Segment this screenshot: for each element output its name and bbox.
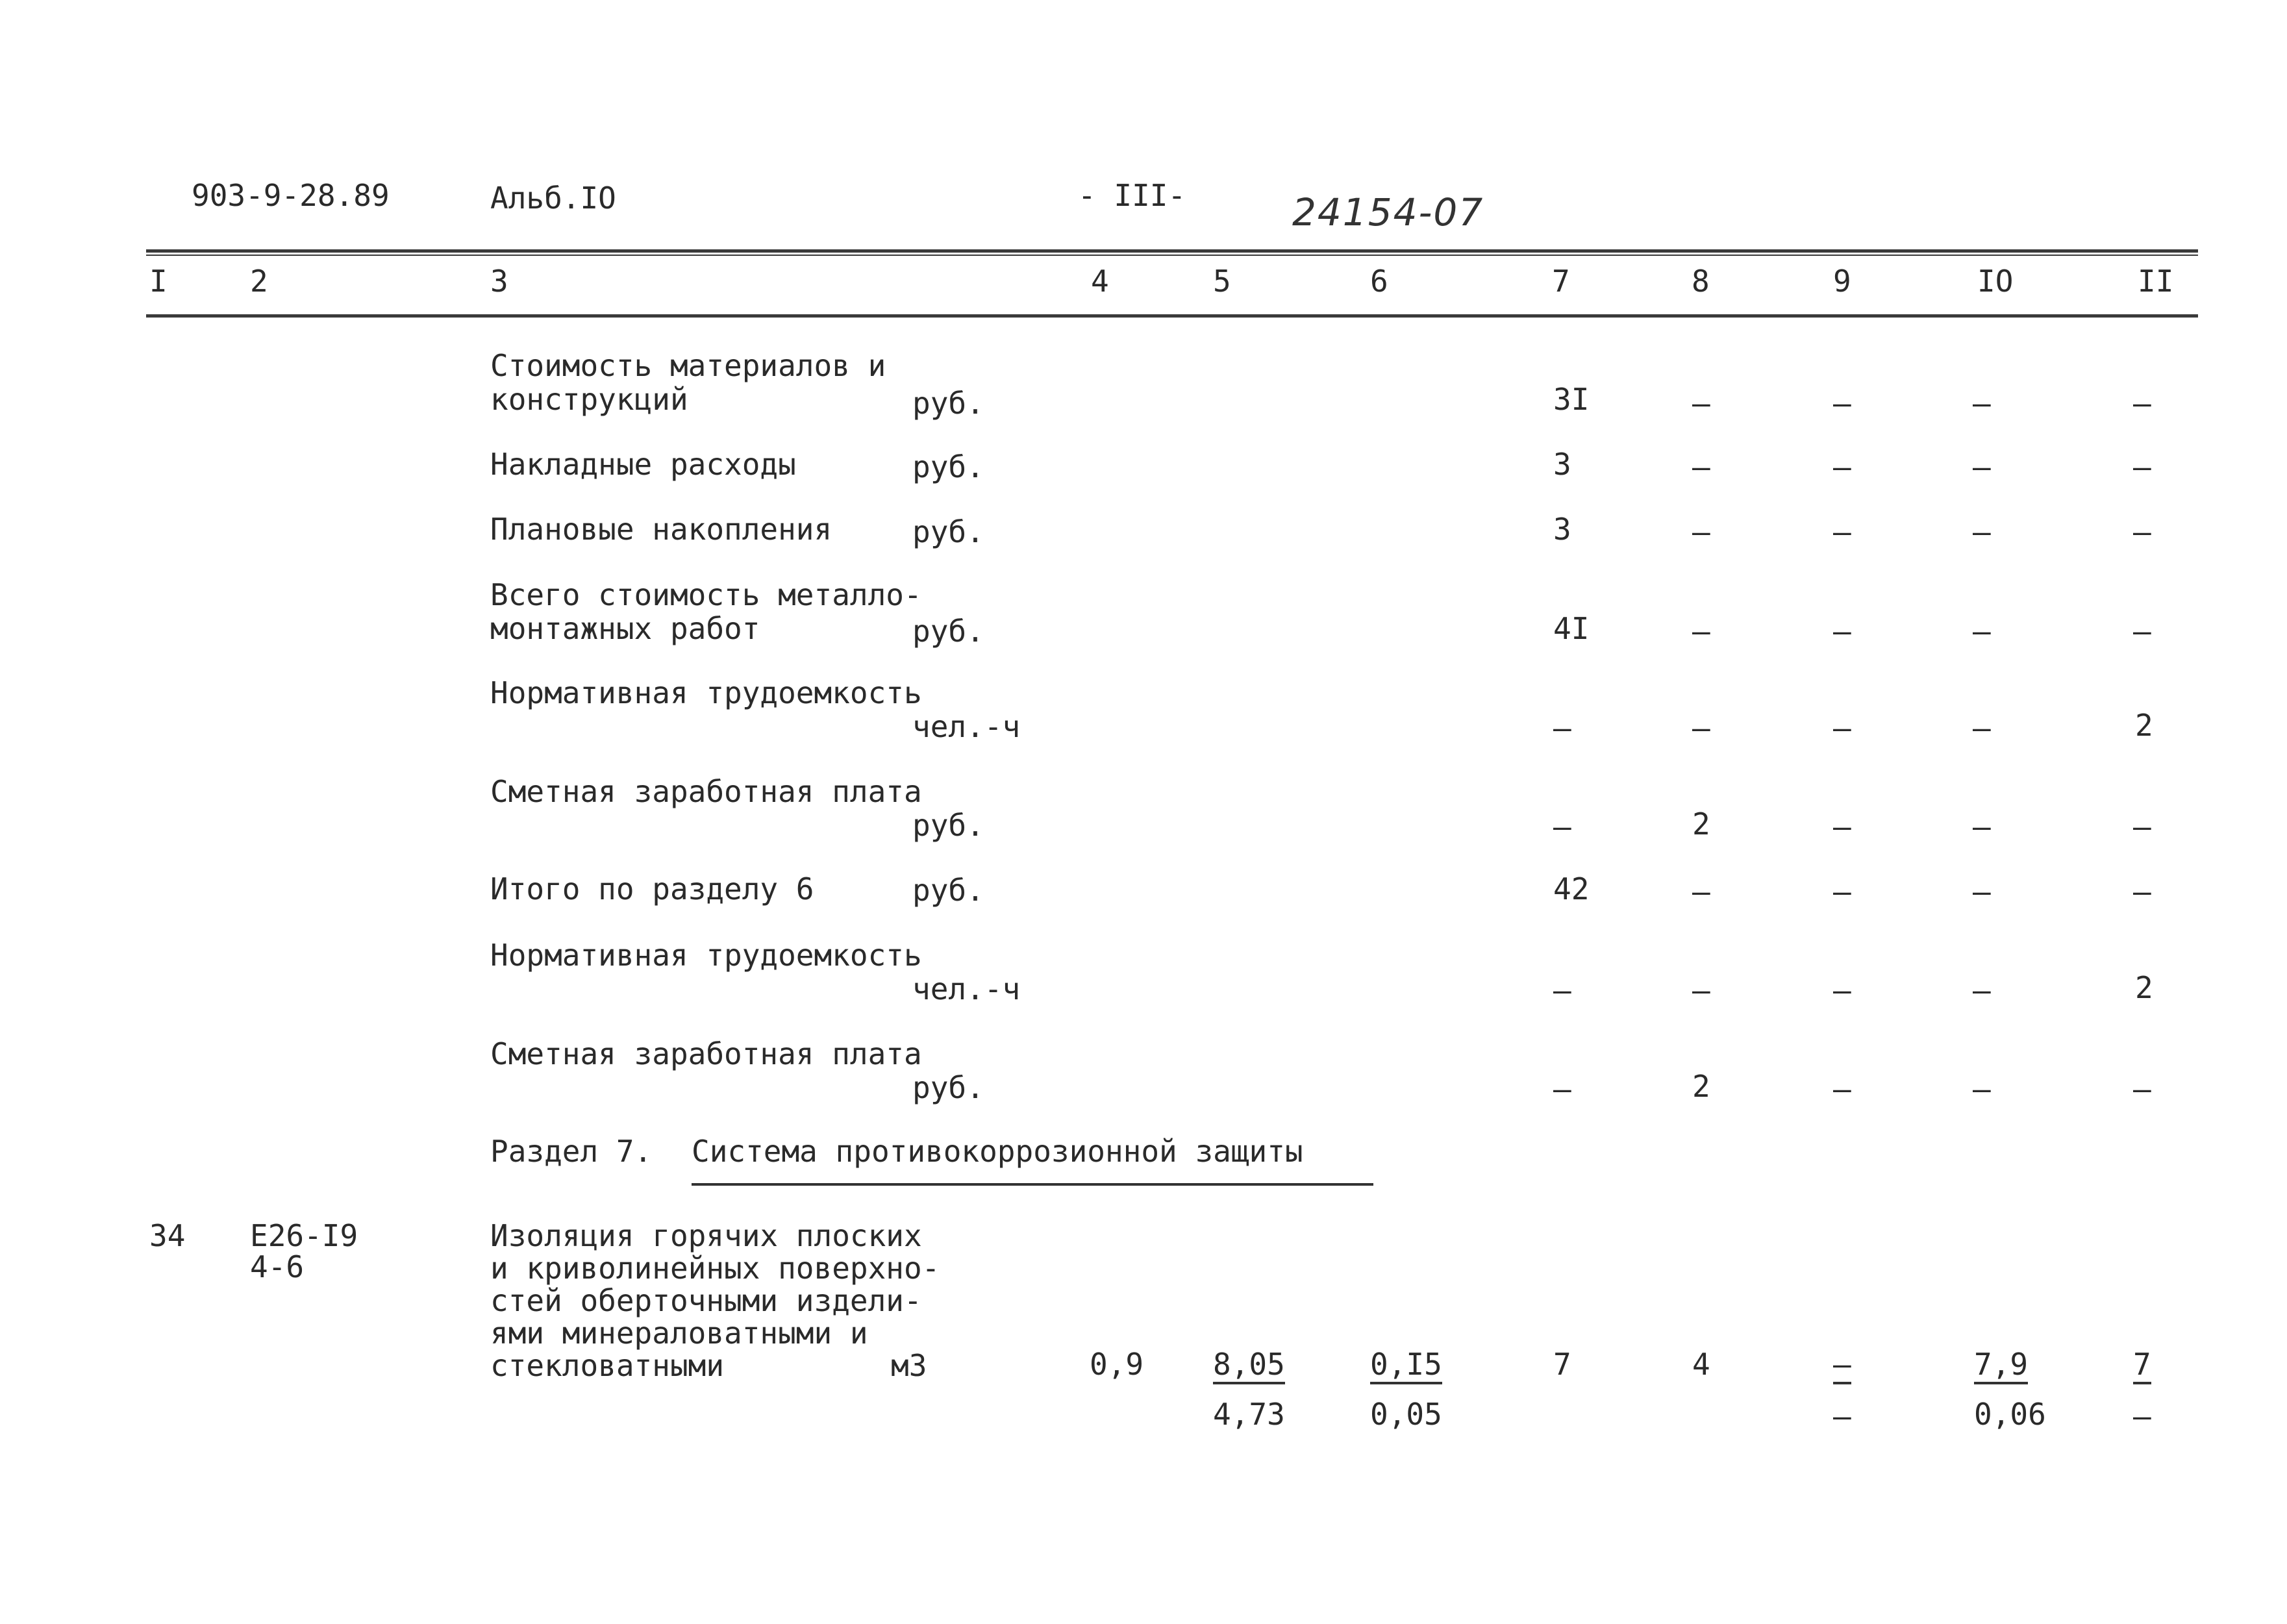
cell-col9-top: – (1833, 1349, 1851, 1384)
column-header-3: 3 (490, 264, 508, 299)
cell-col11: – (2133, 449, 2151, 484)
row-unit: руб. (912, 514, 984, 549)
header-bottom-rule (146, 314, 2198, 318)
row-name-line: Сметная заработная плата (490, 774, 922, 809)
cell-col10: – (1973, 874, 1991, 909)
row-unit: чел.-ч (912, 971, 1021, 1006)
cell-col10-bottom: 0,06 (1974, 1397, 2046, 1432)
cell-col11-bottom: – (2133, 1399, 2151, 1434)
column-header-4: 4 (1091, 264, 1109, 299)
column-header-6: 6 (1370, 264, 1388, 299)
section-heading-underline (692, 1183, 1373, 1186)
cell-col7: – (1553, 1071, 1571, 1106)
cell-col10: – (1973, 809, 1991, 844)
row-unit: руб. (912, 1070, 984, 1105)
cell-col11: 2 (2135, 708, 2153, 743)
cell-col9: – (1833, 614, 1851, 649)
cell-col7: 3 (1553, 512, 1571, 547)
cell-col7: 3I (1553, 382, 1590, 417)
cell-col8: – (1692, 874, 1710, 909)
row-name-line: Нормативная трудоемкость (490, 675, 922, 710)
row-unit: руб. (912, 614, 984, 649)
cell-col10: – (1973, 710, 1991, 745)
cell-col11-top: 7 (2133, 1349, 2151, 1384)
item-number: 34 (149, 1218, 186, 1253)
cell-col10: – (1973, 614, 1991, 649)
cell-col8: – (1692, 614, 1710, 649)
page-number: - III- (1078, 178, 1186, 213)
row-name-line: и криволинейных поверхно- (490, 1251, 940, 1286)
document-code: 903-9-28.89 (192, 178, 390, 213)
row-name-line: Накладные расходы (490, 447, 796, 482)
cell-col7: – (1553, 809, 1571, 844)
row-name-line: Изоляция горячих плоских (490, 1218, 922, 1253)
cell-col11: – (2133, 1071, 2151, 1106)
cell-col9-bottom: – (1833, 1399, 1851, 1434)
row-name-line: Всего стоимость металло- (490, 577, 922, 612)
cell-col11: – (2133, 874, 2151, 909)
row-unit: руб. (912, 386, 984, 421)
cell-col9: – (1833, 514, 1851, 549)
cell-col8: – (1692, 386, 1710, 421)
cell-col9: – (1833, 973, 1851, 1008)
row-name-line: стей оберточными издели- (490, 1283, 922, 1318)
cell-col8: – (1692, 449, 1710, 484)
cell-col5-bottom: 4,73 (1213, 1397, 1285, 1432)
column-header-5: 5 (1213, 264, 1231, 299)
cell-col8: – (1692, 514, 1710, 549)
album-label: Альб.IO (490, 181, 616, 216)
column-header-10: IO (1977, 264, 2014, 299)
cell-col7: 7 (1553, 1347, 1571, 1382)
cell-col5-top: 8,05 (1213, 1349, 1285, 1384)
handwritten-number: 24154-07 (1292, 190, 1484, 234)
cell-col9: – (1833, 710, 1851, 745)
cell-col8: 2 (1692, 1069, 1710, 1104)
row-unit: м3 (891, 1348, 927, 1383)
cell-col10: – (1973, 514, 1991, 549)
cell-col10: – (1973, 386, 1991, 421)
row-name-line: Итого по разделу 6 (490, 871, 814, 906)
cell-col7: – (1553, 973, 1571, 1008)
row-name-line: Стоимость материалов и (490, 348, 886, 383)
row-name-line: стекловатными (490, 1348, 725, 1383)
row-name-line: Плановые накопления (490, 512, 832, 547)
cell-col7: 4I (1553, 611, 1590, 646)
cell-col9: – (1833, 1071, 1851, 1106)
cell-col6-top: 0,I5 (1370, 1349, 1442, 1384)
cell-col9: – (1833, 386, 1851, 421)
row-name-line: конструкций (490, 382, 688, 417)
section-heading-prefix: Раздел 7. (490, 1134, 653, 1169)
cell-col7: – (1553, 710, 1571, 745)
column-header-9: 9 (1833, 264, 1851, 299)
row-name-line: Нормативная трудоемкость (490, 938, 922, 973)
column-header-7: 7 (1552, 264, 1570, 299)
cell-col10: – (1973, 449, 1991, 484)
cell-col9: – (1833, 449, 1851, 484)
cell-col11: – (2133, 809, 2151, 844)
cell-col8: 4 (1692, 1347, 1710, 1382)
cell-col4: 0,9 (1090, 1347, 1144, 1382)
cell-col8: – (1692, 710, 1710, 745)
cell-col8: – (1692, 973, 1710, 1008)
column-header-11: II (2138, 264, 2174, 299)
cell-col11: – (2133, 614, 2151, 649)
cell-col6-bottom: 0,05 (1370, 1397, 1442, 1432)
cell-col8: 2 (1692, 806, 1710, 842)
cell-col11: – (2133, 514, 2151, 549)
header-top-rule-2 (146, 255, 2198, 256)
column-header-1: I (149, 264, 168, 299)
item-code-line: Е26-I9 (250, 1218, 358, 1253)
cell-col9: – (1833, 874, 1851, 909)
cell-col11: 2 (2135, 970, 2153, 1005)
row-name-line: ями минераловатными и (490, 1316, 868, 1351)
item-code-line: 4-6 (250, 1249, 305, 1284)
row-unit: руб. (912, 808, 984, 843)
cell-col10: – (1973, 1071, 1991, 1106)
row-unit: руб. (912, 873, 984, 908)
cell-col10-top: 7,9 (1974, 1349, 2028, 1384)
cell-col7: 3 (1553, 447, 1571, 482)
row-unit: чел.-ч (912, 709, 1021, 744)
cell-col9: – (1833, 809, 1851, 844)
row-name-line: монтажных работ (490, 611, 760, 646)
section-heading-title: Система противокоррозионной защиты (692, 1134, 1303, 1169)
row-name-line: Сметная заработная плата (490, 1036, 922, 1071)
column-header-2: 2 (250, 264, 268, 299)
cell-col10: – (1973, 973, 1991, 1008)
cell-col7: 42 (1553, 871, 1590, 906)
header-top-rule (146, 249, 2198, 253)
column-header-8: 8 (1692, 264, 1710, 299)
cell-col11: – (2133, 386, 2151, 421)
row-unit: руб. (912, 449, 984, 484)
